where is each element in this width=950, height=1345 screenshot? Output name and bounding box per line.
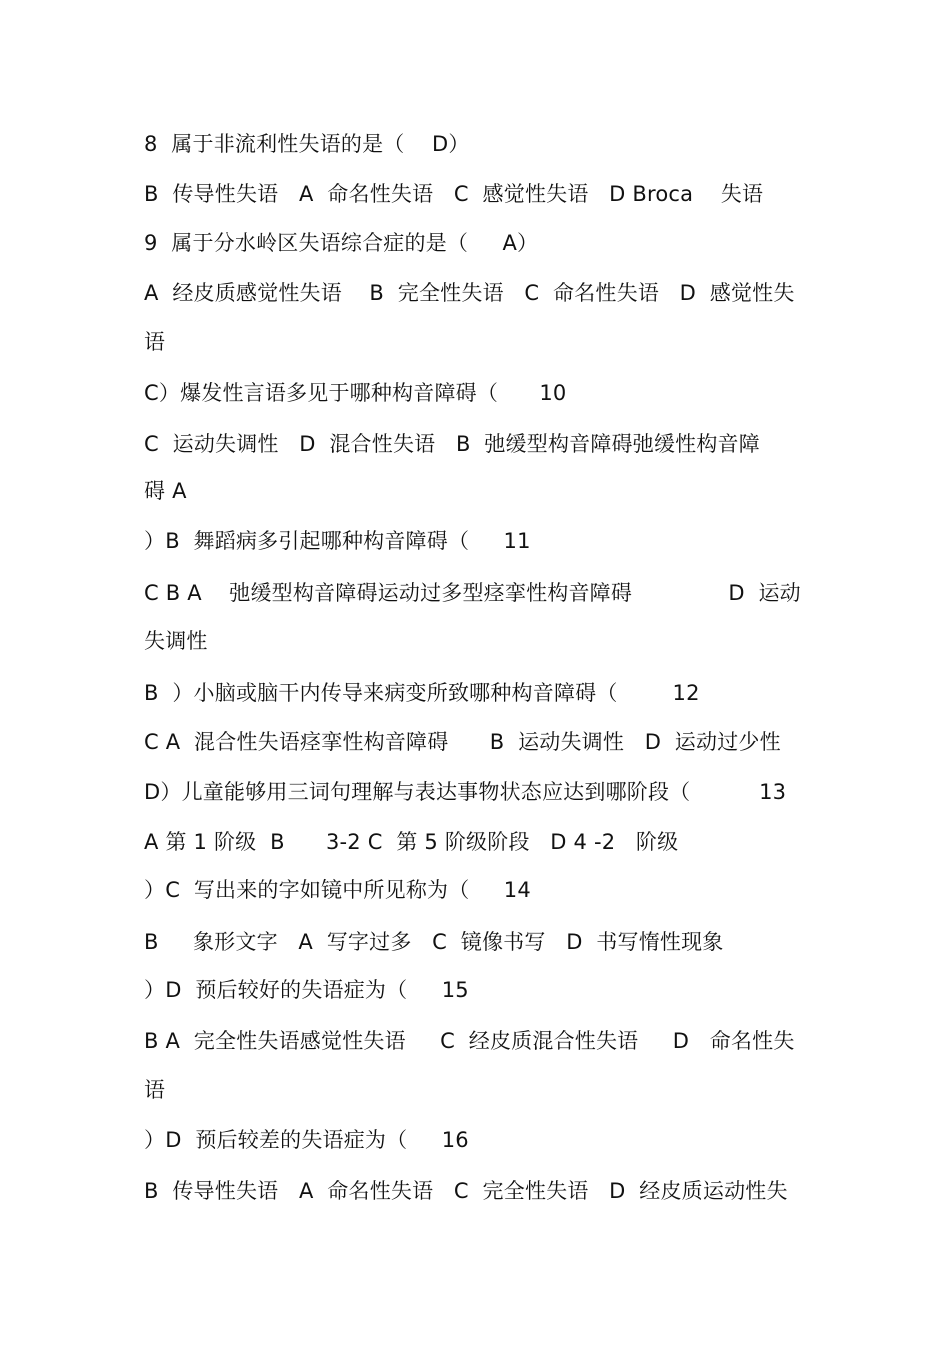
question-14: ）C 写出来的字如镜中所见称为（ 14	[144, 878, 531, 902]
question-12: B ）小脑或脑干内传导来病变所致哪种构音障碍（ 12	[144, 681, 700, 705]
question-13-options: A 第 1 阶级 B 3-2 C 第 5 阶级阶段 D 4 -2 阶级	[144, 830, 679, 854]
question-11-options: C B A 弛缓型构音障碍运动过多型痉挛性构音障碍 D 运动	[144, 581, 801, 605]
question-16: ）D 预后较差的失语症为（ 16	[144, 1128, 469, 1152]
question-9-options-cont: 语	[144, 330, 166, 354]
question-11: ）B 舞蹈病多引起哪种构音障碍（ 11	[144, 529, 531, 553]
question-15-options-cont: 语	[144, 1078, 166, 1102]
question-9: 9 属于分水岭区失语综合症的是（ A）	[144, 231, 539, 255]
question-12-options: C A 混合性失语痉挛性构音障碍 B 运动失调性 D 运动过少性	[144, 730, 781, 754]
question-14-options: B 象形文字 A 写字过多 C 镜像书写 D 书写惰性现象	[144, 930, 724, 954]
question-10: C）爆发性言语多见于哪种构音障碍（ 10	[144, 381, 567, 405]
question-13: D）儿童能够用三词句理解与表达事物状态应达到哪阶段（ 13	[144, 780, 787, 804]
question-10-options-cont: 碍 A	[144, 479, 187, 503]
question-8-options: B 传导性失语 A 命名性失语 C 感觉性失语 D Broca 失语	[144, 182, 764, 206]
question-16-options: B 传导性失语 A 命名性失语 C 完全性失语 D 经皮质运动性失	[144, 1179, 788, 1203]
question-11-options-cont: 失调性	[144, 629, 208, 653]
question-15-options: B A 完全性失语感觉性失语 C 经皮质混合性失语 D 命名性失	[144, 1029, 795, 1053]
question-9-options: A 经皮质感觉性失语 B 完全性失语 C 命名性失语 D 感觉性失	[144, 281, 795, 305]
question-15: ）D 预后较好的失语症为（ 15	[144, 978, 469, 1002]
question-10-options: C 运动失调性 D 混合性失语 B 弛缓型构音障碍弛缓性构音障	[144, 432, 760, 456]
question-8: 8 属于非流利性失语的是（ D）	[144, 132, 470, 156]
